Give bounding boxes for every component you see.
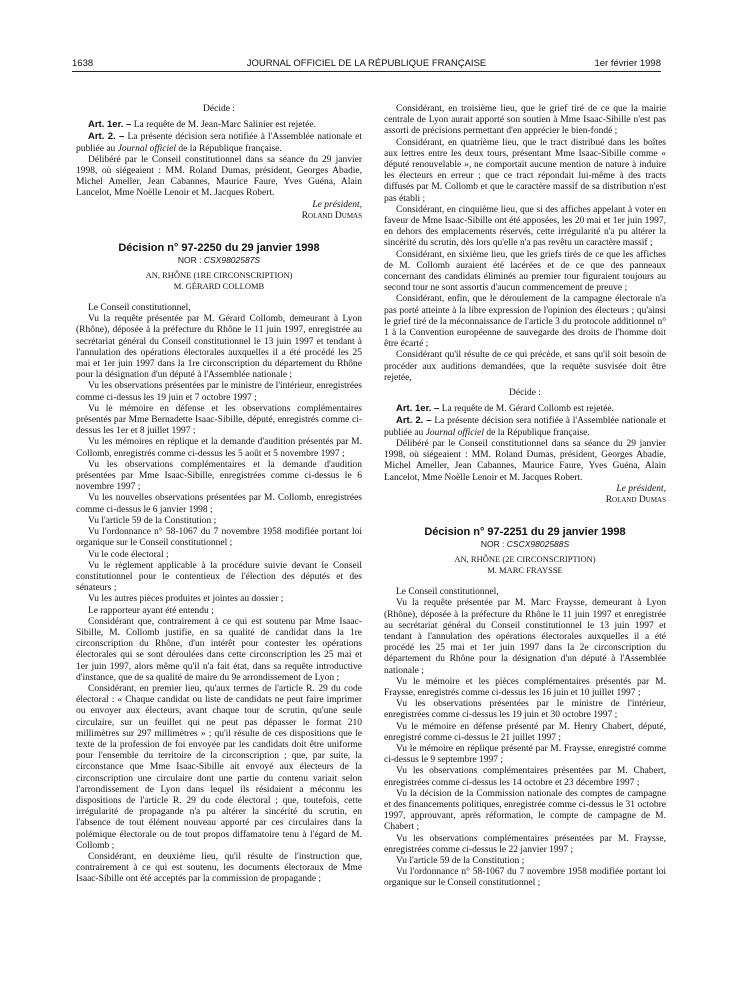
nor-line (384, 539, 666, 550)
party-line: M. MARC FRAYSSE (487, 564, 563, 575)
paragraph: Considérant qu'il résulte de ce qui précède, et sans qu'il soit besoin de procéder aux auditions demandées, que la requête susvisée doit être rejetée, (384, 350, 666, 383)
paragraph: Vu le mémoire en défense et les observations complémentaires présentés par Mme Bernadette Isaac-Sibille, député, enregistrés comme ci-dessus les 1er et 8 juillet 1997 ; (76, 403, 362, 437)
left-column (76, 104, 362, 886)
decide-heading: Décide : (509, 388, 541, 399)
article-text: La présente décision sera notifiée à l'Assemblée nationale et publiée au (76, 132, 362, 154)
journal-name: Journal officiel (117, 143, 176, 154)
deliberation: Délibéré par le Conseil constitutionnel dans sa séance du 29 janvier 1998, où siégeaient : MM. Roland Dumas, président, Georges Abadie, Michel Ameller, Jean Cabannes, Maurice Faure, Yves Guéna, Alain Lancelot, Mme Noëlle Lenoir et M. Jacques Robert. (384, 438, 666, 483)
paragraph: Considérant, en premier lieu, qu'aux termes de l'article R. 29 du code électoral : « Chaque candidat ou liste de candidats ne peut faire imprimer ou envoyer aux électeurs, avant chaque tour de scrutin, qu'une seule circulaire, sur un feuillet qui ne peut pas dépasser le format 210 millimètres sur 297 millimètres » ; qu'il résulte de ces dispositions que le texte de la profession de foi envoyée par les candidats doit être uniforme pour l'ensemble du territoire de la circonscription ; que, par suite, la circonstance que Mme Isaac-Sibille ait envoyé aux électeurs de la circonscription une circulaire dont une partie du contenu variait selon l'arrondissement de Lyon dans lequel ils résidaient a méconnu les dispositions de l'article R. 29 du code électoral ; que, toutefois, cette irrégularité de propagande n'a pu altérer la sincérité du scrutin, en l'absence de tout élément nouveau apporté par ces circulaires dans la polémique électorale ou de tout propos diffamatoire tenu à l'égard de M. Collomb ; (76, 683, 362, 851)
article-1 (76, 119, 362, 131)
paragraph: Le Conseil constitutionnel, (396, 587, 499, 598)
article-1 (384, 403, 666, 415)
an-line: AN, RHÔNE (1RE CIRCONSCRIPTION) (145, 270, 293, 281)
president-label: Le président, (312, 199, 362, 210)
issue-date: 1er février 1998 (594, 58, 661, 69)
paragraph: Considérant que, contrairement à ce qui est soutenu par Mme Isaac-Sibille, M. Collomb justifie, en sa qualité de candidat dans la 1re circonscription du Rhône, d'un intérêt pour contester les opérations électorales qui se sont déroulées dans cette circonscription les 25 mai et 1er juin 1997, alors même qu'il n'a fait état, dans sa requête introductive d'instance, que de sa qualité de maire du 9e arrondissement de Lyon ; (76, 616, 362, 683)
paragraph: Vu les observations complémentaires présentées par M. Chabert, enregistrées comme ci-dessus les 14 octobre et 23 décembre 1997 ; (384, 766, 666, 788)
article-text: La présente décision sera notifiée à l'Assemblée nationale et publiée au (384, 416, 667, 438)
paragraph: Vu le règlement applicable à la procédure suivie devant le Conseil constitutionnel pour le contentieux de l'élection des députés et des sénateurs ; (76, 560, 362, 594)
article-text: La requête de M. Gérard Collomb est rejetée. (439, 404, 614, 415)
party-line: M. GÉRARD COLLOMB (173, 280, 265, 291)
paragraph: Vu les autres pièces produites et jointes au dossier ; (88, 594, 284, 605)
paragraph: Vu la requête présentée par M. Marc Fraysse, demeurant à Lyon (Rhône), déposée à la préfecture du Rhône le 11 juin 1997 et enregistrée au secrétariat général du Conseil constitutionnel le 13 juin 1997 et tendant à l'annulation des opérations électorales auxquelles il a été procédé les 25 mai et 1er juin 1997 dans la 2e circonscription du département du Rhône pour la désignation d'un député à l'Assemblée nationale ; (384, 598, 666, 676)
article-label: Art. 2. – (88, 131, 125, 143)
nor-code: CSX9802587S (203, 255, 261, 266)
right-column (384, 104, 666, 890)
paragraph: Vu les mémoires en réplique et la demande d'audition présentés par M. Collomb, enregistrés comme ci-dessus les 5 août et 5 novembre 1997 ; (76, 437, 362, 459)
journal-title: JOURNAL OFFICIEL DE LA RÉPUBLIQUE FRANÇAISE (246, 58, 487, 69)
paragraph: Considérant, en quatrième lieu, que le tract distribué dans les boîtes aux lettres entre les deux tours, présentant Mme Isaac-Sibille comme « député renouvelable », ne comportait aucune mention de nature à induire les électeurs en erreur ; que ce tract répondait lui-même à des tracts diffusés par M. Collomb et que le caractère massif de sa distribution n'est pas établi ; (384, 137, 666, 204)
paragraph: Vu les observations présentées par le ministre de l'intérieur, enregistrées comme ci-dessus les 19 juin et 30 octobre 1997 ; (384, 699, 666, 721)
paragraph: Vu l'article 59 de la Constitution ; (396, 855, 525, 866)
nor-code: CSCX9802588S (506, 539, 570, 550)
article-2 (384, 415, 666, 438)
paragraph: Vu le mémoire et les pièces complémentaires présentés par M. Fraysse, enregistrés comme ci-dessus les 16 juin et 10 juillet 1997 ; (384, 676, 666, 698)
page-number: 1638 (72, 58, 94, 69)
paragraph: Considérant, en troisième lieu, que le grief tiré de ce que la mairie centrale de Lyon aurait apporté son soutien à Mme Isaac-Sibille n'est pas assorti de précisions permettant d'en apprécier le bien-fondé ; (384, 104, 666, 137)
paragraph: Vu l'article 59 de la Constitution ; (88, 515, 217, 526)
paragraph: Le Conseil constitutionnel, (88, 303, 191, 314)
left-body (76, 303, 362, 886)
nor-label: NOR : (480, 539, 507, 550)
paragraph: Vu les observations complémentaires présentées par M. Fraysse, enregistrées comme ci-dessus le 22 janvier 1997 ; (384, 833, 666, 855)
article-label: Art. 2. – (396, 415, 432, 427)
paragraph: Considérant, enfin, que le déroulement de la campagne électorale n'a pas porté atteinte à la libre expression de l'opinion des électeurs ; qu'ainsi le grief tiré de la méconnaissance de l'article 3 du protocole additionnel n° 1 à la Convention européenne de sauvegarde des droits de l'homme doit être écarté ; (384, 294, 666, 350)
paragraph: Considérant, en deuxième lieu, qu'il résulte de l'instruction que, contrairement à ce qui est soutenu, les documents électoraux de Mme Isaac-Sibille ont été acceptés par la commission de propagande ; (76, 851, 362, 885)
article-label: Art. 1er. – (88, 119, 132, 131)
deliberation: Délibéré par le Conseil constitutionnel dans sa séance du 29 janvier 1998, où siégeaient : MM. Roland Dumas, président, Georges Abadie, Michel Ameller, Jean Cabannes, Maurice Faure, Yves Guéna, Alain Lancelot, Mme Noëlle Lenoir et M. Jacques Robert. (76, 154, 362, 199)
paragraph: Considérant, en cinquième lieu, que si des affiches appelant à voter en faveur de Mme Isaac-Sibille ont été apposées, les 20 mai et 1er juin 1997, en dehors des emplacements réservés, cette irrégularité n'a pu altérer la sincérité du scrutin, dès lors qu'elle n'a pas revêtu un caractère massif ; (384, 204, 666, 249)
president-name: Roland Dumas (605, 494, 666, 505)
paragraph: Vu les observations complémentaires et la demande d'audition présentées par Mme Isaac-Sibille, enregistrées comme ci-dessus le 6 novembre 1997 ; (76, 459, 362, 493)
paragraph: Le rapporteur ayant été entendu ; (88, 605, 214, 616)
paragraph: Vu l'ordonnance n° 58-1067 du 7 novembre 1958 modifiée portant loi organique sur le Conseil constitutionnel ; (76, 527, 362, 549)
article-text: de la République française. (484, 427, 590, 438)
right-body-bottom (384, 587, 666, 889)
paragraph: Vu l'ordonnance n° 58-1067 du 7 novembre 1958 modifiée portant loi organique sur le Conseil constitutionnel ; (384, 867, 666, 889)
article-text: de la République française. (176, 143, 282, 154)
paragraph: Vu la décision de la Commission nationale des comptes de campagne et des financements politiques, enregistrée comme ci-dessus le 31 octobre 1997, approuvant, après réformation, le compte de campagne de M. Chabert ; (384, 788, 666, 833)
nor-line (76, 255, 362, 266)
journal-name: Journal officiel (425, 427, 484, 438)
president-label: Le président, (616, 483, 666, 494)
decision-title: Décision n° 97-2251 du 29 janvier 1998 (424, 526, 626, 539)
paragraph: Vu le mémoire en défense présenté par M. Henry Chabert, député, enregistré comme ci-dessus le 21 juillet 1997 ; (384, 721, 666, 743)
an-line: AN, RHÔNE (2E CIRCONSCRIPTION) (454, 554, 596, 565)
page-header (72, 58, 661, 72)
paragraph: Vu la requête présentée par M. Gérard Collomb, demeurant à Lyon (Rhône), déposée à la préfecture du Rhône le 11 juin 1997, enregistrée au secrétariat général du Conseil constitutionnel le 13 juin 1997 et tendant à l'annulation des opérations électorales auxquelles il a été procédé les 25 mai et 1er juin 1997 dans la 1re circonscription du département du Rhône pour la désignation d'un député à l'Assemblée nationale ; (76, 314, 362, 381)
decision-title: Décision n° 97-2250 du 29 janvier 1998 (118, 242, 320, 255)
article-text: La requête de M. Jean-Marc Salinier est rejetée. (131, 120, 316, 131)
paragraph: Vu les nouvelles observations présentées par M. Collomb, enregistrées comme ci-dessus le 6 janvier 1998 ; (76, 493, 362, 515)
decide-heading: Décide : (203, 104, 235, 114)
president-name: Roland Dumas (301, 210, 362, 221)
paragraph: Considérant, en sixième lieu, que les griefs tirés de ce que les affiches de M. Collomb auraient été lacérées et de ce que des panneaux concernant des candidats éliminés au premier tour figuraient toujours au second tour ne sont assortis d'aucun commencement de preuve ; (384, 249, 666, 294)
paragraph: Vu le code électoral ; (88, 549, 169, 560)
right-body-top (384, 104, 666, 384)
nor-label: NOR : (177, 255, 204, 266)
article-2 (76, 131, 362, 154)
paragraph: Vu les observations présentées par le ministre de l'intérieur, enregistrées comme ci-dessus les 19 juin et 7 octobre 1997 ; (76, 381, 362, 403)
paragraph: Vu le mémoire en réplique présenté par M. Fraysse, enregistré comme ci-dessus le 9 septembre 1997 ; (384, 743, 666, 766)
article-label: Art. 1er. – (396, 403, 440, 415)
